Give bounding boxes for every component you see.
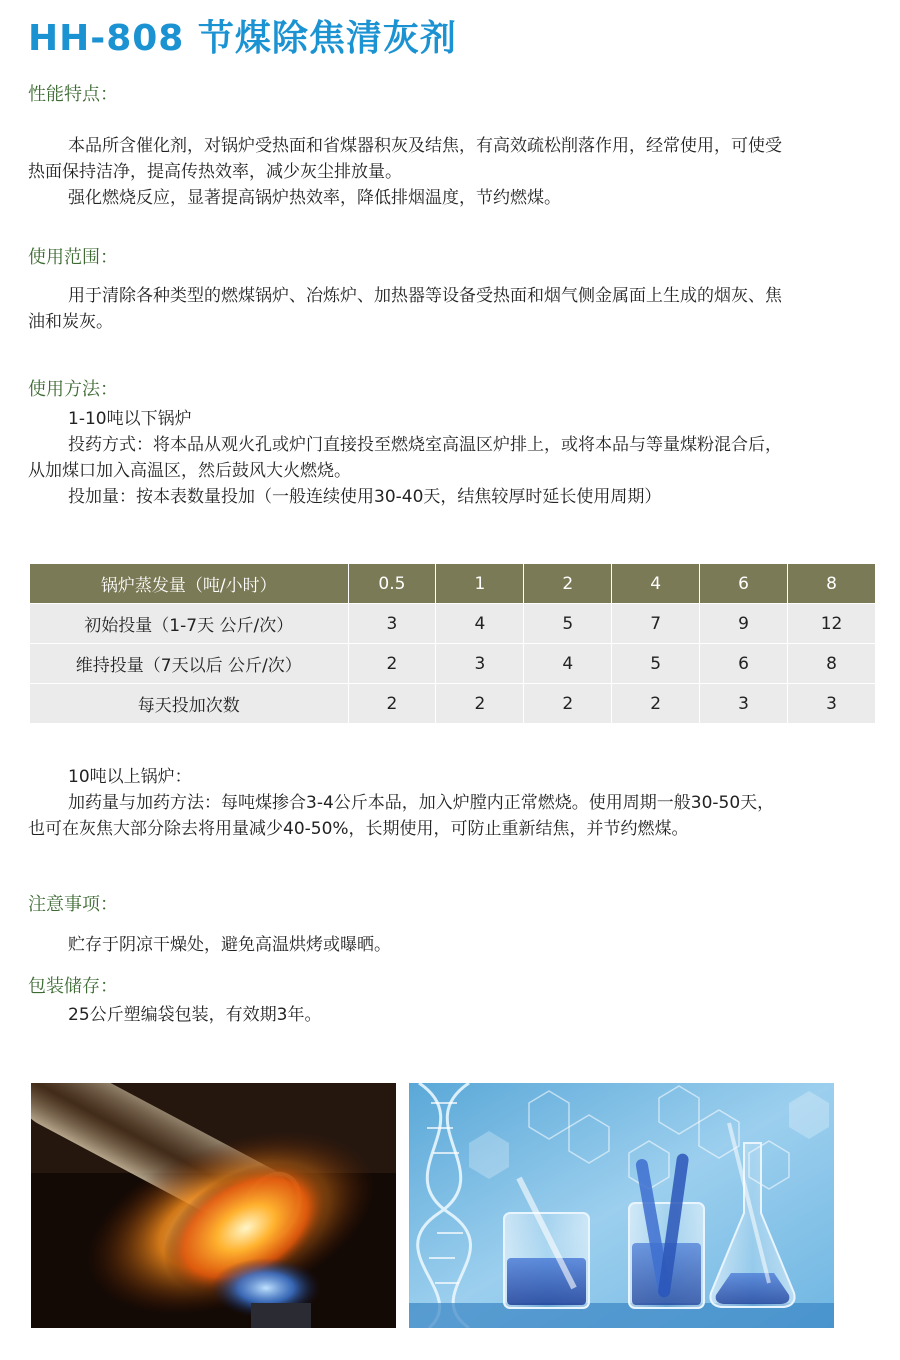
table-cell: 12 xyxy=(788,604,876,644)
table-cell: 维持投量（7天以后 公斤/次） xyxy=(30,644,348,684)
scope-para: 用于清除各种类型的燃煤锅炉、冶炼炉、加热器等设备受热面和烟气侧金属面上生成的烟灰、焦油和炭灰。 xyxy=(28,286,782,332)
table-header-cell: 2 xyxy=(524,564,612,604)
scope-heading: 使用范围： xyxy=(28,247,118,268)
table-cell: 5 xyxy=(612,644,700,684)
table-header-cell: 锅炉蒸发量（吨/小时） xyxy=(30,564,348,604)
table-cell: 8 xyxy=(788,644,876,684)
table-cell: 3 xyxy=(700,684,788,724)
table-header-cell: 4 xyxy=(612,564,700,604)
packaging-heading: 包装储存： xyxy=(28,976,118,997)
notes-text: 贮存于阴凉干燥处，避免高温烘烤或曝晒。 xyxy=(68,935,391,955)
features-heading: 性能特点： xyxy=(28,84,118,105)
table-header-row xyxy=(30,564,876,604)
table-cell: 3 xyxy=(788,684,876,724)
packaging-text: 25公斤塑编袋包装，有效期3年。 xyxy=(68,1005,322,1025)
dosage-table xyxy=(30,564,876,724)
table-cell: 2 xyxy=(524,684,612,724)
flame-glass-tube-photo xyxy=(31,1083,396,1328)
table-cell: 3 xyxy=(348,604,436,644)
table-row xyxy=(30,684,876,724)
features-para-1: 本品所含催化剂，对锅炉受热面和省煤器积灰及结焦，有高效疏松削落作用，经常使用，可使受热面保持洁净，提高传热效率，减少灰尘排放量。 xyxy=(28,136,782,182)
small-boiler-label: 1-10吨以下锅炉 xyxy=(68,409,192,429)
table-cell: 2 xyxy=(348,684,436,724)
table-header-cell: 0.5 xyxy=(348,564,436,604)
large-boiler-label: 10吨以上锅炉： xyxy=(68,767,192,787)
dosage-text: 投加量：按本表数量投加（一般连续使用30-40天，结焦较厚时延长使用周期） xyxy=(68,487,662,507)
table-cell: 4 xyxy=(436,604,524,644)
table-cell: 3 xyxy=(436,644,524,684)
table-cell: 4 xyxy=(524,644,612,684)
table-cell: 2 xyxy=(612,684,700,724)
table-cell: 2 xyxy=(348,644,436,684)
usage-heading: 使用方法： xyxy=(28,379,118,400)
table-cell: 每天投加次数 xyxy=(30,684,348,724)
table-cell: 7 xyxy=(612,604,700,644)
table-cell: 6 xyxy=(700,644,788,684)
notes-heading: 注意事项： xyxy=(28,894,118,915)
table-header-cell: 1 xyxy=(436,564,524,604)
table-cell: 2 xyxy=(436,684,524,724)
table-cell: 5 xyxy=(524,604,612,644)
table-row xyxy=(30,604,876,644)
features-para-2: 强化燃烧反应，显著提高锅炉热效率，降低排烟温度，节约燃煤。 xyxy=(68,188,561,208)
table-cell: 初始投量（1-7天 公斤/次） xyxy=(30,604,348,644)
table-header-cell: 6 xyxy=(700,564,788,604)
table-row xyxy=(30,644,876,684)
dosing-method-text: 投药方式：将本品从观火孔或炉门直接投至燃烧室高温区炉排上，或将本品与等量煤粉混合后，从加煤口加入高温区，然后鼓风大火燃烧。 xyxy=(28,435,782,481)
table-cell: 9 xyxy=(700,604,788,644)
table-header-cell: 8 xyxy=(788,564,876,604)
lab-glassware-photo xyxy=(409,1083,834,1328)
large-boiler-method-text: 加药量与加药方法：每吨煤掺合3-4公斤本品，加入炉膛内正常燃烧。使用周期一般30-50天，也可在灰焦大部分除去将用量减少40-50%，长期使用，可防止重新结焦，并节约燃煤。 xyxy=(28,793,775,839)
page-title: HH-808 节煤除焦清灰剂 xyxy=(28,18,457,59)
